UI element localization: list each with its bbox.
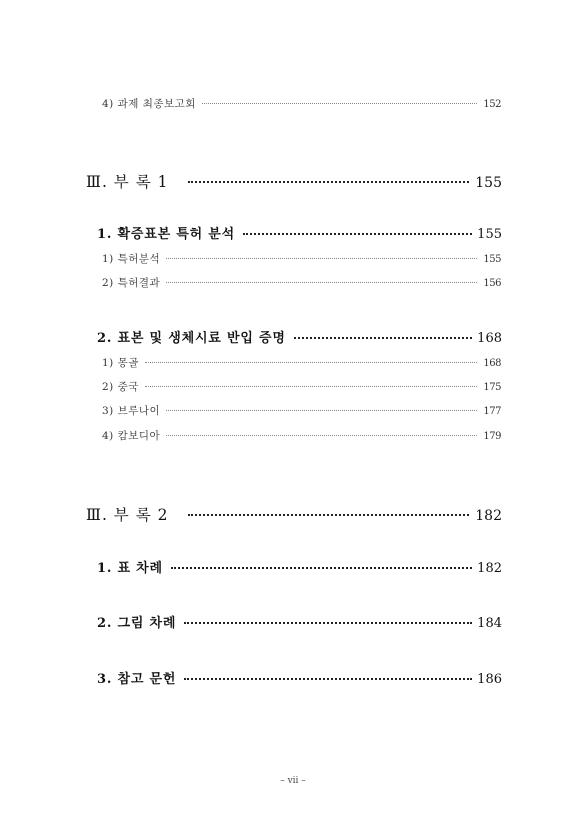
dot-leader <box>166 258 477 259</box>
toc-item-patent-results[interactable] <box>102 275 501 290</box>
toc-chapter-appendix-2[interactable] <box>86 503 502 525</box>
dot-leader <box>171 567 472 569</box>
toc-item-label: 2) 중국 <box>102 381 139 393</box>
dot-leader <box>243 233 472 235</box>
dot-leader <box>294 337 472 339</box>
toc-chapter-label: Ⅲ. 부 록 2 <box>86 506 169 524</box>
toc-section-page: 182 <box>477 561 502 576</box>
toc-section-label: 3. 참고 문헌 <box>97 672 177 687</box>
toc-item-china[interactable] <box>102 379 501 394</box>
toc-chapter-label: Ⅲ. 부 록 1 <box>86 173 169 191</box>
toc-section-references[interactable] <box>97 668 502 687</box>
toc-section-patent-analysis[interactable] <box>97 223 502 242</box>
toc-item-page: 177 <box>483 406 501 417</box>
toc-item-page: 179 <box>483 431 501 442</box>
toc-item-page: 175 <box>483 382 501 393</box>
toc-item-page: 168 <box>483 358 501 369</box>
dot-leader <box>188 514 469 516</box>
toc-item-patent-analysis[interactable] <box>102 251 501 266</box>
dot-leader <box>166 410 477 411</box>
toc-section-page: 186 <box>477 672 502 687</box>
dot-leader <box>166 435 477 436</box>
toc-item-cambodia[interactable] <box>102 428 501 443</box>
toc-item-page: 155 <box>483 254 501 265</box>
toc-item-label: 1) 몽골 <box>102 357 139 369</box>
dot-leader <box>188 181 469 183</box>
dot-leader <box>184 678 472 680</box>
toc-chapter-page: 182 <box>475 508 502 524</box>
page-number: – vii – <box>280 776 306 786</box>
toc-chapter-page: 155 <box>475 175 502 191</box>
toc-section-label: 2. 표본 및 생체시료 반입 증명 <box>97 331 286 346</box>
toc-item-label: 1) 특허분석 <box>102 253 161 265</box>
toc-item-label: 2) 특허결과 <box>102 277 161 289</box>
toc-item-label: 4) 캄보디아 <box>102 430 161 442</box>
toc-item-label: 3) 브루나이 <box>102 405 161 417</box>
dot-leader <box>145 362 478 363</box>
toc-section-table-list[interactable] <box>97 557 502 576</box>
toc-item-final-report[interactable] <box>102 96 501 111</box>
toc-item-page: 152 <box>483 99 501 110</box>
dot-leader <box>145 386 478 387</box>
toc-item-mongolia[interactable] <box>102 355 501 370</box>
toc-section-page: 155 <box>477 227 502 242</box>
toc-section-page: 168 <box>477 331 502 346</box>
dot-leader <box>184 622 472 624</box>
toc-chapter-appendix-1[interactable] <box>86 170 502 192</box>
dot-leader <box>166 282 477 283</box>
toc-section-sample-import[interactable] <box>97 327 502 346</box>
toc-section-page: 184 <box>477 616 502 631</box>
toc-section-label: 2. 그림 차례 <box>97 616 177 631</box>
dot-leader <box>202 103 477 104</box>
toc-section-label: 1. 확증표본 특허 분석 <box>97 227 236 242</box>
toc-section-label: 1. 표 차례 <box>97 561 163 576</box>
toc-item-page: 156 <box>483 278 501 289</box>
toc-item-label: 4) 과제 최종보고회 <box>102 98 196 110</box>
toc-section-figure-list[interactable] <box>97 612 502 631</box>
toc-item-brunei[interactable] <box>102 403 501 418</box>
